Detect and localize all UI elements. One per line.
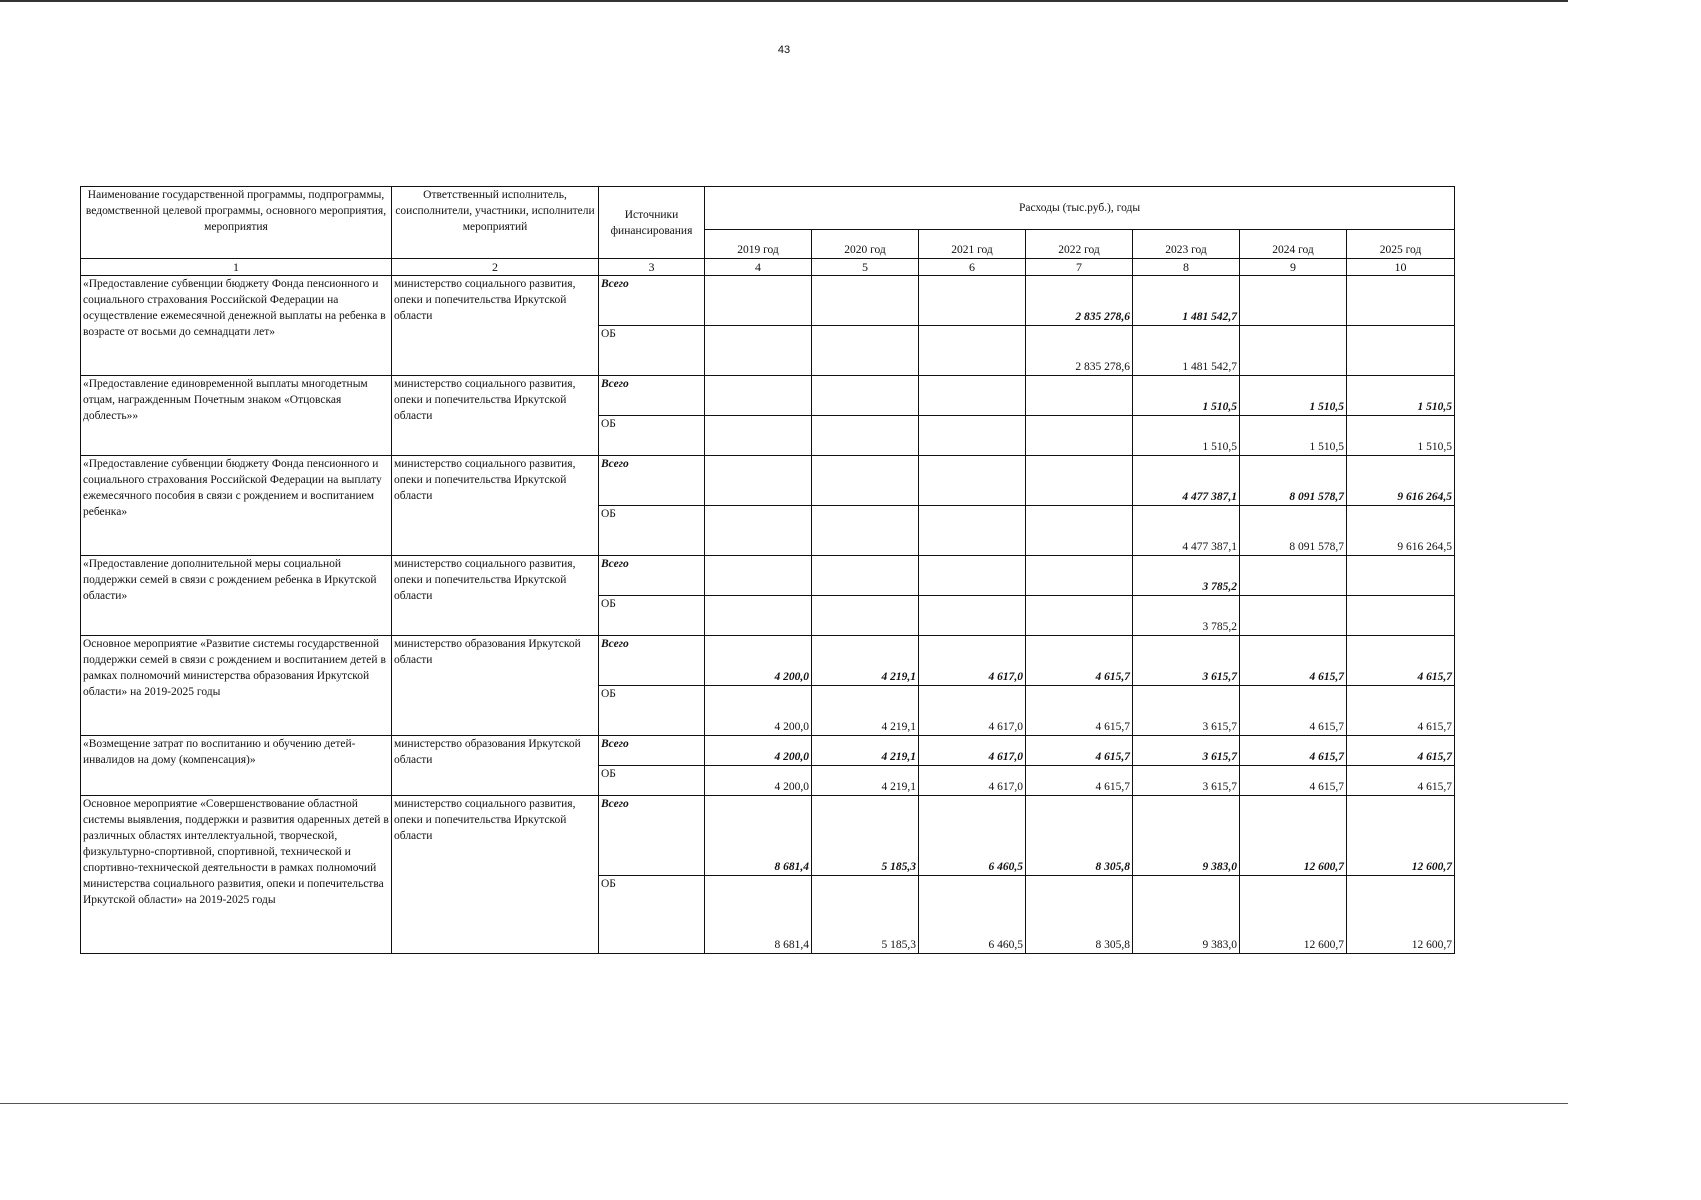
total-value: 1 510,5 [1133, 376, 1240, 416]
total-value [705, 456, 812, 506]
source-total-label: Всего [599, 796, 705, 876]
total-value: 5 185,3 [812, 796, 919, 876]
ob-value: 4 617,0 [919, 766, 1026, 796]
ob-value: 12 600,7 [1240, 876, 1347, 954]
header-year: 2023 год [1133, 230, 1240, 259]
ob-value [919, 506, 1026, 556]
source-total-label: Всего [599, 456, 705, 506]
total-value: 4 615,7 [1026, 636, 1133, 686]
ob-value: 4 615,7 [1347, 766, 1455, 796]
total-value: 4 615,7 [1347, 636, 1455, 686]
source-total-label: Всего [599, 376, 705, 416]
column-number: 1 [81, 259, 392, 276]
total-value: 4 617,0 [919, 636, 1026, 686]
activity-name: «Предоставление субвенции бюджету Фонда пенсионного и социального страхования Российской Федерации на выплату ежемесячного пособия в связи с рождением и воспитанием ребенка» [81, 456, 392, 556]
executor: министерство социального развития, опеки и попечительства Иркутской области [392, 376, 599, 456]
total-value: 2 835 278,6 [1026, 276, 1133, 326]
activity-name: «Предоставление единовременной выплаты многодетным отцам, награжденным Почетным знаком «Отцовская доблесть»» [81, 376, 392, 456]
ob-value: 6 460,5 [919, 876, 1026, 954]
column-number: 10 [1347, 259, 1455, 276]
ob-value: 4 617,0 [919, 686, 1026, 736]
source-ob-label: ОБ [599, 596, 705, 636]
ob-value: 4 219,1 [812, 766, 919, 796]
ob-value [1240, 326, 1347, 376]
total-value: 9 383,0 [1133, 796, 1240, 876]
ob-value: 4 200,0 [705, 686, 812, 736]
ob-value: 8 681,4 [705, 876, 812, 954]
header-expenses: Расходы (тыс.руб.), годы [705, 187, 1455, 230]
total-value: 4 615,7 [1240, 736, 1347, 766]
total-value: 8 305,8 [1026, 796, 1133, 876]
total-value [812, 276, 919, 326]
total-value [705, 556, 812, 596]
ob-value [919, 326, 1026, 376]
activity-name: «Предоставление дополнительной меры социальной поддержки семей в связи с рождением ребенка в Иркутской области» [81, 556, 392, 636]
total-value [705, 276, 812, 326]
table-row [81, 556, 1455, 596]
total-value: 12 600,7 [1240, 796, 1347, 876]
ob-value: 4 615,7 [1347, 686, 1455, 736]
activity-name: Основное мероприятие «Развитие системы государственной поддержки семей в связи с рождением и воспитанием детей в рамках полномочий министерства образования Иркутской области» на 2019-2025 годы [81, 636, 392, 736]
table-row [81, 376, 1455, 416]
ob-value [1347, 326, 1455, 376]
source-ob-label: ОБ [599, 506, 705, 556]
ob-value: 8 091 578,7 [1240, 506, 1347, 556]
ob-value [1026, 506, 1133, 556]
total-value: 8 681,4 [705, 796, 812, 876]
total-value [705, 376, 812, 416]
header-year: 2024 год [1240, 230, 1347, 259]
ob-value: 1 510,5 [1347, 416, 1455, 456]
page-number: 43 [777, 44, 791, 56]
source-total-label: Всего [599, 736, 705, 766]
total-value [812, 376, 919, 416]
column-number: 8 [1133, 259, 1240, 276]
total-value [1026, 556, 1133, 596]
header-executor: Ответственный исполнитель, соисполнители, участники, исполнители мероприятий [392, 187, 599, 259]
ob-value [919, 416, 1026, 456]
ob-value: 4 615,7 [1026, 766, 1133, 796]
ob-value [705, 506, 812, 556]
executor: министерство образования Иркутской области [392, 736, 599, 796]
ob-value: 4 219,1 [812, 686, 919, 736]
ob-value [705, 416, 812, 456]
ob-value: 1 481 542,7 [1133, 326, 1240, 376]
column-number: 4 [705, 259, 812, 276]
ob-value: 4 615,7 [1026, 686, 1133, 736]
total-value: 4 617,0 [919, 736, 1026, 766]
ob-value: 4 615,7 [1240, 686, 1347, 736]
executor: министерство социального развития, опеки и попечительства Иркутской области [392, 556, 599, 636]
ob-value: 3 615,7 [1133, 686, 1240, 736]
total-value [1240, 556, 1347, 596]
total-value: 4 219,1 [812, 736, 919, 766]
source-total-label: Всего [599, 556, 705, 596]
ob-value [1240, 596, 1347, 636]
ob-value [812, 506, 919, 556]
table-row [81, 456, 1455, 506]
ob-value: 5 185,3 [812, 876, 919, 954]
header-year: 2020 год [812, 230, 919, 259]
total-value: 4 200,0 [705, 736, 812, 766]
source-ob-label: ОБ [599, 326, 705, 376]
table-body [81, 276, 1455, 954]
ob-value [705, 326, 812, 376]
total-value: 4 615,7 [1240, 636, 1347, 686]
ob-value: 1 510,5 [1240, 416, 1347, 456]
table-row [81, 796, 1455, 876]
total-value [1240, 276, 1347, 326]
total-value [919, 276, 1026, 326]
total-value: 1 481 542,7 [1133, 276, 1240, 326]
scan-top-edge [0, 0, 1568, 2]
budget-table [80, 186, 1455, 954]
total-value: 3 785,2 [1133, 556, 1240, 596]
header-year: 2025 год [1347, 230, 1455, 259]
executor: министерство социального развития, опеки и попечительства Иркутской области [392, 456, 599, 556]
header-year: 2021 год [919, 230, 1026, 259]
column-number: 7 [1026, 259, 1133, 276]
total-value: 6 460,5 [919, 796, 1026, 876]
ob-value: 1 510,5 [1133, 416, 1240, 456]
total-value: 3 615,7 [1133, 636, 1240, 686]
column-number: 3 [599, 259, 705, 276]
total-value: 4 615,7 [1026, 736, 1133, 766]
header-source: Источники финансирования [599, 187, 705, 259]
total-value: 4 219,1 [812, 636, 919, 686]
total-value: 4 200,0 [705, 636, 812, 686]
column-number: 5 [812, 259, 919, 276]
header-year: 2022 год [1026, 230, 1133, 259]
ob-value: 4 477 387,1 [1133, 506, 1240, 556]
total-value [1347, 276, 1455, 326]
ob-value: 12 600,7 [1347, 876, 1455, 954]
activity-name: Основное мероприятие «Совершенствование областной системы выявления, поддержки и развития одаренных детей в различных областях интеллектуальной, творческой, физкультурно-спортивной, спортивной, технической и спортивно-технической деятельности в рамках полномочий министерства социального развития, опеки и попечительства Иркутской области» на 2019-2025 годы [81, 796, 392, 954]
total-value [1347, 556, 1455, 596]
scan-bottom-edge [0, 1103, 1568, 1104]
total-value: 12 600,7 [1347, 796, 1455, 876]
ob-value: 2 835 278,6 [1026, 326, 1133, 376]
total-value [1026, 456, 1133, 506]
table-row [81, 276, 1455, 326]
ob-value [812, 326, 919, 376]
ob-value: 9 383,0 [1133, 876, 1240, 954]
ob-value [1347, 596, 1455, 636]
total-value [1026, 376, 1133, 416]
ob-value: 3 785,2 [1133, 596, 1240, 636]
total-value [919, 556, 1026, 596]
activity-name: «Предоставление субвенции бюджету Фонда пенсионного и социального страхования Российской Федерации на осуществление ежемесячной денежной выплаты на ребенка в возрасте от восьми до семнадцати лет» [81, 276, 392, 376]
total-value: 9 616 264,5 [1347, 456, 1455, 506]
total-value [919, 456, 1026, 506]
total-value: 8 091 578,7 [1240, 456, 1347, 506]
total-value: 1 510,5 [1347, 376, 1455, 416]
ob-value: 9 616 264,5 [1347, 506, 1455, 556]
source-total-label: Всего [599, 636, 705, 686]
activity-name: «Возмещение затрат по воспитанию и обучению детей-инвалидов на дому (компенсация)» [81, 736, 392, 796]
table-row [81, 736, 1455, 766]
total-value [812, 456, 919, 506]
source-ob-label: ОБ [599, 876, 705, 954]
header-name: Наименование государственной программы, подпрограммы, ведомственной целевой программы, основного мероприятия, мероприятия [81, 187, 392, 259]
column-number: 2 [392, 259, 599, 276]
executor: министерство социального развития, опеки и попечительства Иркутской области [392, 796, 599, 954]
column-number: 6 [919, 259, 1026, 276]
table-row [81, 636, 1455, 686]
total-value [919, 376, 1026, 416]
ob-value: 4 615,7 [1240, 766, 1347, 796]
ob-value [919, 596, 1026, 636]
total-value: 4 477 387,1 [1133, 456, 1240, 506]
ob-value [1026, 596, 1133, 636]
total-value [812, 556, 919, 596]
column-number: 9 [1240, 259, 1347, 276]
ob-value: 3 615,7 [1133, 766, 1240, 796]
source-ob-label: ОБ [599, 416, 705, 456]
total-value: 4 615,7 [1347, 736, 1455, 766]
ob-value [812, 596, 919, 636]
total-value: 3 615,7 [1133, 736, 1240, 766]
source-total-label: Всего [599, 276, 705, 326]
ob-value [1026, 416, 1133, 456]
ob-value [812, 416, 919, 456]
executor: министерство образования Иркутской области [392, 636, 599, 736]
executor: министерство социального развития, опеки и попечительства Иркутской области [392, 276, 599, 376]
header-year: 2019 год [705, 230, 812, 259]
source-ob-label: ОБ [599, 766, 705, 796]
ob-value: 8 305,8 [1026, 876, 1133, 954]
ob-value: 4 200,0 [705, 766, 812, 796]
source-ob-label: ОБ [599, 686, 705, 736]
ob-value [705, 596, 812, 636]
total-value: 1 510,5 [1240, 376, 1347, 416]
